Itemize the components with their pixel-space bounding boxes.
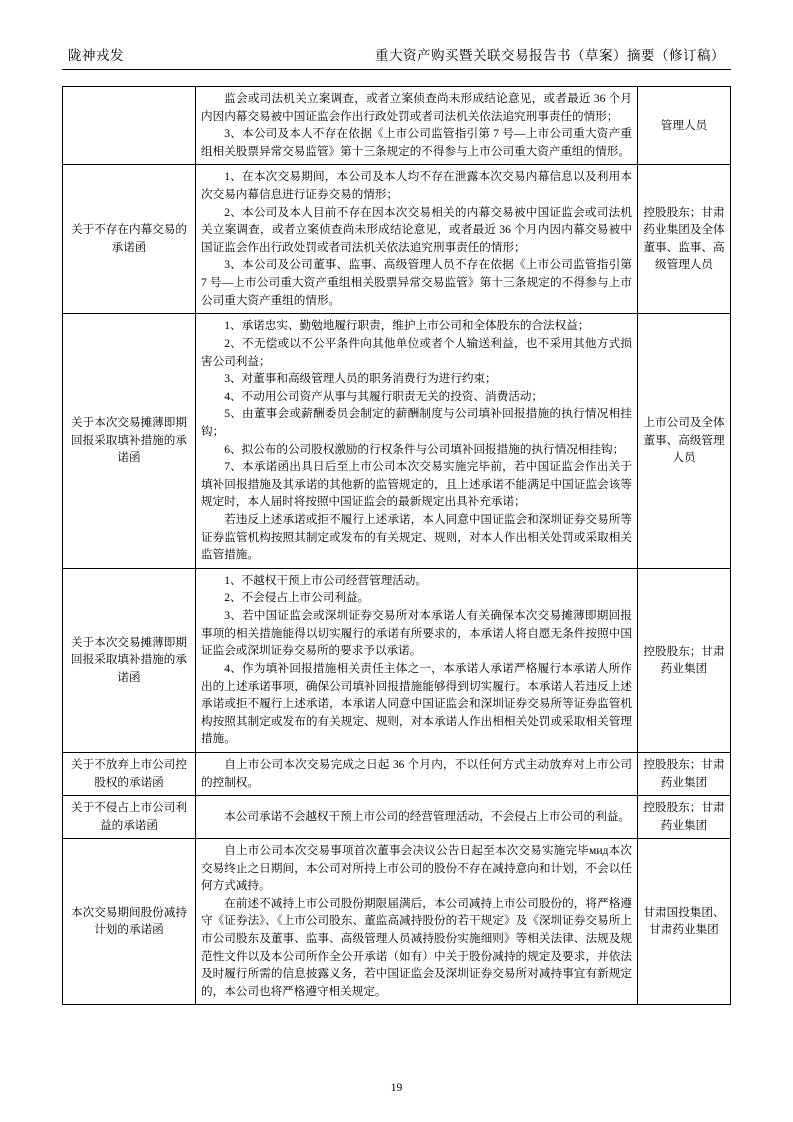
row-body-cell bbox=[196, 568, 638, 752]
row-party-cell bbox=[638, 796, 731, 839]
row-body-para: 7、本承诺函出具日后至上市公司本次交易实施完毕前，若中国证监会作出关于填补回报措施及其承诺的其他新的监管规定的，且上述承诺不能满足中国证监会该等规定时，本人届时将按照中国证监会的最新规定出具补充承诺； bbox=[201, 460, 632, 509]
table-row bbox=[63, 314, 731, 569]
row-body-para: 4、不动用公司资产从事与其履行职责无关的投资、消费活动； bbox=[224, 389, 544, 403]
row-party: 控股股东；甘肃药业集团 bbox=[643, 644, 725, 675]
row-body-cell bbox=[196, 838, 638, 1004]
row-body-cell bbox=[196, 165, 638, 314]
row-body-para: 自上市公司本次交易完成之日起 36 个月内，不以任何方式主动放弃对上市公司的控制权。 bbox=[201, 757, 632, 789]
row-label: 关于不侵占上市公司利益的承诺函 bbox=[71, 801, 187, 832]
row-party: 控股股东；甘肃药业集团及全体董事、监事、高级管理人员 bbox=[643, 206, 725, 272]
row-label-cell bbox=[63, 838, 196, 1004]
table-row bbox=[63, 752, 731, 795]
row-body-para: 5、由董事会或薪酬委员会制定的薪酬制度与公司填补回报措施的执行情况相挂钩； bbox=[201, 407, 632, 438]
row-party: 控股股东；甘肃药业集团 bbox=[643, 758, 725, 789]
row-label: 关于不放弃上市公司控股权的承诺函 bbox=[71, 758, 187, 789]
row-body-para: 1、在本次交易期间，本公司及本人均不存在泄露本次交易内幕信息以及利用本次交易内幕信息进行证券交易的情形； bbox=[201, 170, 632, 202]
row-body-para: 2、本公司及本人目前不存在因本次交易相关的内幕交易被中国证监会或司法机关立案调查，或者立案侦查尚未形成结论意见，或者最近 36 个月内因内幕交易被中国证监会作出行政处罚或者司法机关依法追究刑事责任的情形； bbox=[201, 205, 632, 254]
row-body-cell bbox=[196, 87, 638, 165]
header-company-name: 陇神戎发 bbox=[68, 48, 124, 63]
row-body-para: 3、本公司及公司董事、监事、高级管理人员不存在依据《上市公司监管指引第 7 号—上市公司重大资产重组相关股票异常交易监管》第十三条规定的不得参与上市公司重大资产重组的情形。 bbox=[201, 258, 632, 307]
row-party-cell bbox=[638, 87, 731, 165]
table-row bbox=[63, 165, 731, 314]
row-label: 关于不存在内幕交易的承诺函 bbox=[71, 223, 187, 254]
row-body-para: 若违反上述承诺或拒不履行上述承诺，本人同意中国证监会和深圳证券交易所等证券监管机构按照其制定或发布的有关规定、规则，对本人作出相关处罚或采取相关监管措施。 bbox=[201, 513, 632, 562]
row-body-para: 监会或司法机关立案调查，或者立案侦查尚未形成结论意见，或者最近 36 个月内因内幕交易被中国证监会作出行政处罚或者司法机关依法追究刑事责任的情形； bbox=[201, 92, 632, 123]
row-body-para: 自上市公司本次交易事项首次董事会决议公告日起至本次交易实施完毕мид本次交易终止之日期间，本公司对所持上市公司的股份不存在减持意向和计划，不会以任何方式减持。 bbox=[201, 843, 632, 893]
row-body-cell bbox=[196, 752, 638, 795]
row-label: 本次交易期间股份减持计划的承诺函 bbox=[71, 905, 187, 937]
row-party-cell bbox=[638, 165, 731, 314]
row-body-para: 2、不无偿或以不公平条件向其他单位或者个人输送利益，也不采用其他方式损害公司利益； bbox=[201, 336, 632, 368]
table-row bbox=[63, 568, 731, 752]
row-label-cell bbox=[63, 314, 196, 569]
page-number: 19 bbox=[390, 1082, 403, 1094]
table-row bbox=[63, 87, 731, 165]
commitments-table bbox=[62, 86, 731, 1005]
row-body-para: 1、承诺忠实、勤勉地履行职责，维护上市公司和全体股东的合法权益； bbox=[224, 319, 590, 333]
row-party-cell bbox=[638, 568, 731, 752]
row-party-cell bbox=[638, 838, 731, 1004]
row-label-cell bbox=[63, 165, 196, 314]
row-body-para: 3、若中国证监会或深圳证券交易所对本承诺人有关确保本次交易摊薄即期回报事项的相关措施能得以切实履行的承诺有所要求的，本承诺人将自愿无条件按照中国证监会或深圳证券交易所的要求予以承诺。 bbox=[201, 609, 632, 658]
row-label-cell bbox=[63, 568, 196, 752]
row-party-cell bbox=[638, 752, 731, 795]
row-body-cell bbox=[196, 796, 638, 839]
row-party-cell bbox=[638, 314, 731, 569]
row-label-cell bbox=[63, 752, 196, 795]
row-body-para: 在前述不减持上市公司股份期限届满后，本公司减持上市公司股份的，将严格遵守《证券法》、《上市公司股东、董监高减持股份的若干规定》及《深圳证券交易所上市公司股东及董事、监事、高级管理人员减持股份实施细则》等相关法律、法规及规范性文件以及本公司所作全公开承诺（如有）中关于股份减持的规定及要求，并依法及时履行所需的信息披露义务，若中国证监会及深圳证券交易所对减持事宜有新规定的，本公司也将严格遵守相关规定。 bbox=[201, 896, 632, 998]
row-body-para: 本公司承诺不会越权干预上市公司的经营管理活动，不会侵占上市公司的利益。 bbox=[224, 809, 630, 823]
row-party: 控股股东；甘肃药业集团 bbox=[643, 801, 725, 832]
row-party: 甘肃国投集团、甘肃药业集团 bbox=[643, 905, 725, 937]
table-body bbox=[63, 87, 731, 1005]
row-label-cell bbox=[63, 87, 196, 165]
row-body-para: 3、对董事和高级管理人员的职务消费行为进行约束； bbox=[224, 372, 497, 386]
row-body-para: 4、作为填补回报措施相关责任主体之一，本承诺人承诺严格履行本承诺人所作出的上述承诺事项，确保公司填补回报措施能够得到切实履行。本承诺人若违反上述承诺或拒不履行上述承诺，本承诺人同意中国证监会和深圳证券交易所等证券监管机构按照其制定或发布的有关规定、规则，对本承诺人作出相相关处罚或采取相关管理措施。 bbox=[201, 661, 632, 746]
row-label-cell bbox=[63, 796, 196, 839]
table-row bbox=[63, 838, 731, 1004]
page-header bbox=[62, 44, 731, 70]
row-body-para: 6、拟公布的公司股权激励的行权条件与公司填补回报措施的执行情况相挂钩； bbox=[224, 442, 625, 456]
row-label: 关于本次交易摊薄即期回报采取填补措施的承诺函 bbox=[71, 635, 187, 684]
header-document-title: 重大资产购买暨关联交易报告书（草案）摘要（修订稿） bbox=[375, 48, 725, 63]
row-body-para: 2、不会侵占上市公司利益。 bbox=[224, 591, 370, 605]
row-label: 关于本次交易摊薄即期回报采取填补措施的承诺函 bbox=[71, 416, 187, 465]
table-row bbox=[63, 796, 731, 839]
row-party: 上市公司及全体董事、高级管理人员 bbox=[643, 416, 725, 465]
row-body-para: 1、不越权干预上市公司经营管理活动。 bbox=[224, 573, 428, 587]
row-party: 管理人员 bbox=[660, 118, 708, 132]
row-body-cell bbox=[196, 314, 638, 569]
row-body-para: 3、本公司及本人不存在依据《上市公司监管指引第 7 号—上市公司重大资产重组相关股票异常交易监管》第十三条规定的不得参与上市公司重大资产重组的情形。 bbox=[201, 127, 632, 158]
